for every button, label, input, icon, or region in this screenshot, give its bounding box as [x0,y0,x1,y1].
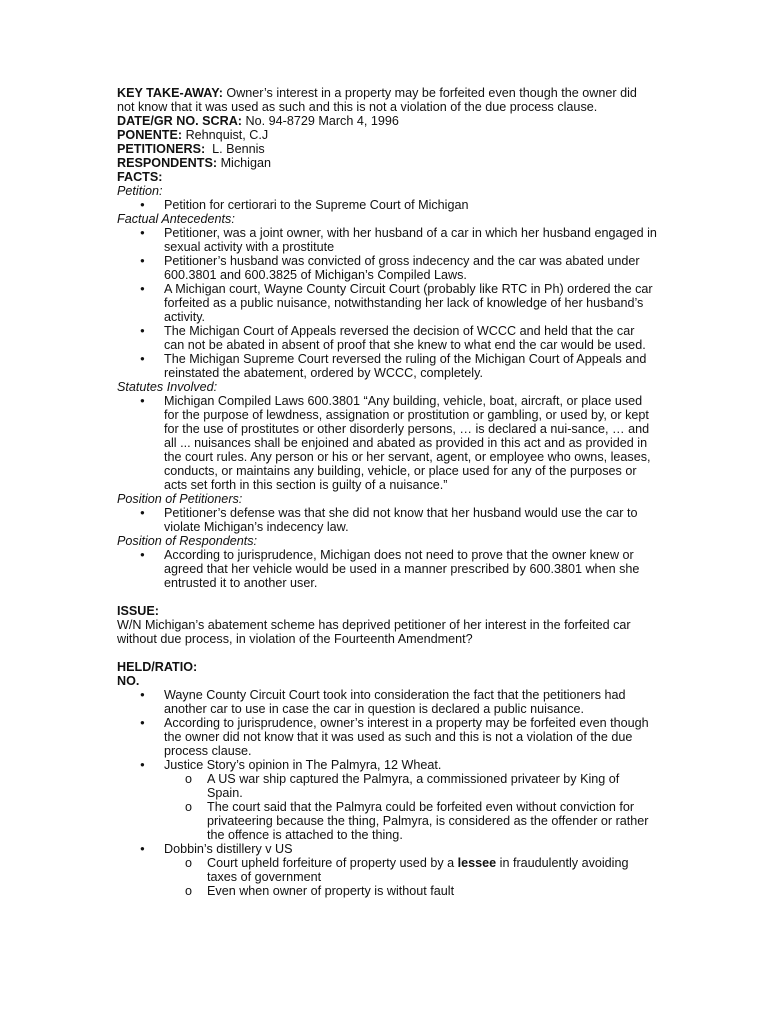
lessee-emphasis: lessee [457,856,497,870]
held-answer: NO. [117,674,140,688]
list-item [164,842,657,898]
petitioners-position-list [117,506,657,534]
issue-heading: ISSUE: [117,604,159,618]
petition-list [117,198,657,212]
key-takeaway [117,86,657,114]
antecedents-list [117,226,657,380]
list-item: ● A Michigan court, Wayne County Circuit Court (probably like RTC in Ph) ordered the car forfeited as a public nuisance, notwithstanding her lack of knowledge of her husband’s activity. [164,282,657,324]
spacer [117,646,657,660]
case-digest-page [117,86,657,898]
petition-heading: Petition: [117,184,163,198]
palmyra-sublist [164,772,657,842]
sub-list-item: o The court said that the Palmyra could be forfeited even without conviction for privateering because the thing, Palmyra, is considered as the offender or rather the offence is attached to the thing. [207,800,657,842]
date-line [117,114,657,128]
petitioners-text: L. Bennis [212,142,265,156]
held-list [117,688,657,898]
respondents-text: Michigan [220,156,271,170]
respondents-label: RESPONDENTS: [117,156,218,170]
petitioners-position-heading: Position of Petitioners: [117,492,243,506]
facts-heading: FACTS: [117,170,163,184]
date-label: DATE/GR NO. SCRA: [117,114,243,128]
list-item: ● Petitioner, was a joint owner, with her husband of a car in which her husband engaged in sexual activity with a prostitute [164,226,657,254]
palmyra-text: Justice Story’s opinion in The Palmyra, 12 Wheat. [164,758,442,772]
sub-list-item: o Court upheld forfeiture of property used by a lessee in fraudulently avoiding taxes of government [207,856,657,884]
list-item: ● Wayne County Circuit Court took into consideration the fact that the petitioners had another car to use in case the car in question is declared a public nuisance. [164,688,657,716]
list-item: ● The Michigan Court of Appeals reversed the decision of WCCC and held that the car can not be abated in absent of proof that she knew to what end the car would be used. [164,324,657,352]
held-heading: HELD/RATIO: [117,660,198,674]
list-item [164,758,657,842]
respondents-position-list [117,548,657,590]
list-item: ● The Michigan Supreme Court reversed the ruling of the Michigan Court of Appeals and reinstated the abatement, ordered by WCCC, completely. [164,352,657,380]
statutes-heading: Statutes Involved: [117,380,218,394]
petitioners-line [117,142,657,156]
list-item: ● According to jurisprudence, Michigan does not need to prove that the owner knew or agreed that her vehicle would be used in a manner prescribed by 600.3801 when she entrusted it to another user. [164,548,657,590]
sub-list-item: o Even when owner of property is without fault [207,884,657,898]
list-item: ● Petition for certiorari to the Supreme Court of Michigan [164,198,657,212]
ponente-text: Rehnquist, C.J [185,128,269,142]
list-item: ● Michigan Compiled Laws 600.3801 “Any building, vehicle, boat, aircraft, or place used for the purpose of lewdness, assignation or prostitution or gambling, or used by, or kept for the use of prostitutes or other disorderly persons, … is declared a nui-sance, … and all ... nuisances shall be enjoined and abated as provided in this act and as provided in the court rules. Any person or his or her servant, agent, or employee who owns, leases, conducts, or maintains any building, vehicle, or place used for any of the purposes or acts set forth in this section is guilty of a nuisance.” [164,394,657,492]
dobbins-sublist [164,856,657,898]
antecedents-heading: Factual Antecedents: [117,212,235,226]
respondents-line [117,156,657,170]
statutes-list [117,394,657,492]
respondents-position-heading: Position of Respondents: [117,534,258,548]
petitioners-label: PETITIONERS: [117,142,206,156]
key-takeaway-text: Owner’s interest in a property may be forfeited even though the owner did not know that it was used as such and this is not a violation of the due process clause. [117,86,637,114]
ponente-label: PONENTE: [117,128,183,142]
list-item: ● Petitioner’s defense was that she did not know that her husband would use the car to violate Michigan’s indecency law. [164,506,657,534]
issue-text: W/N Michigan’s abatement scheme has deprived petitioner of her interest in the forfeited car without due process, in violation of the Fourteenth Amendment? [117,618,631,646]
list-item: ● According to jurisprudence, owner’s interest in a property may be forfeited even though the owner did not know that it was used as such and this is not a violation of the due process clause. [164,716,657,758]
dobbins-text: Dobbin’s distillery v US [164,842,293,856]
sub-list-item: o A US war ship captured the Palmyra, a commissioned privateer by King of Spain. [207,772,657,800]
list-item: ● Petitioner’s husband was convicted of gross indecency and the car was abated under 600.3801 and 600.3825 of Michigan’s Compiled Laws. [164,254,657,282]
date-text: No. 94-8729 March 4, 1996 [245,114,399,128]
ponente-line [117,128,657,142]
key-takeaway-label: KEY TAKE-AWAY: [117,86,223,100]
spacer [117,590,657,604]
